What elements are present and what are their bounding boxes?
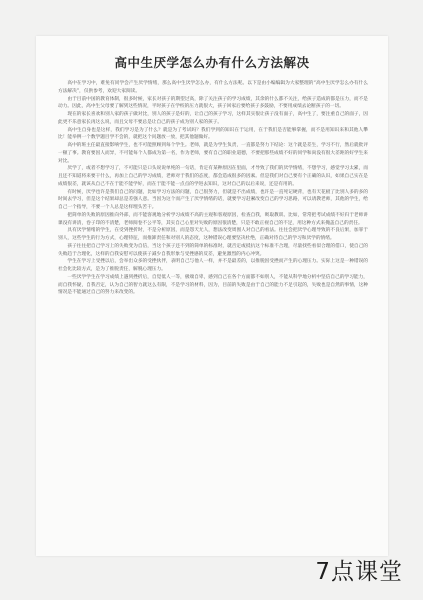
paragraph: 孩子往往把自己学习上的失败变为自信，当这个孩子还不到的简单的标准时，就否定或抵抗这个标准不合理，尽量找些看似合理的借口，使自己的失败趋于合理化，这样的自我安慰可以使孩子减少自我形象与受挫感的反差，避免激烈的内心冲突。	[58, 243, 368, 257]
watermark-logo: 7点课堂	[315, 559, 403, 585]
paragraph: 高中的班主任最直接影响学生，也不可能照顾到每个学生。老师，就是为学生负责，一直都是努力下结论：这个就是差生，学习不行，然后就批评一顿了事。教育要因人而异，不可能每个人都成为第一名，作为老师，要有自己的职业道德，不要把那些成绩不好的同学和尚没有很大差距的好学生来对比。	[58, 143, 368, 164]
document-body	[58, 80, 368, 297]
paragraph: 厌学了，或者不想学习了，不可能只是口头说说单纯的一句话，肯定有某种原因在里面，才导致了我们的厌学情绪，不想学习，感觉学习太累，而且还不知道将来要干什么，再加上自己的学习成绩，老师对于我们的态度，都会造成很多的因素。但是我们对自己要有个正确的认识，如果自己实在是成绩很差，就该从自己不在于能不能学好，而在于能不能一点点的学进去知识，这对自己的以后来说，还是有用的。	[58, 166, 368, 187]
paragraph: 高中在学习中，难免有同学会产生厌学情绪，那么高中生厌学怎么办，有什么方法呢。以下是由小编编辑为大家整理的“高中生厌学怎么办有什么方法解决”，仅供参考，欢迎大家阅读。	[58, 81, 368, 94]
paragraph: 现在的家长喜欢和别人家的孩子做对比，别人的孩子是好的，让自己的孩子学习，这样其实很让孩子没有面子，高中生了，要注重自己的面子，因此更不乐意家长再这么说，而且父母不要总是让自己的孩子成为别人家的孩子。	[58, 112, 368, 125]
paragraph: 高中生自身也是这样，我们学习是为了什么？就是为了考试吗？我们学到的知识在于运用，在于我们是否能够掌握，而不是用知识来和其他人攀比！能举例一个数学题目学不会的，就把这个问题放一放，把其他题做好。	[58, 127, 368, 141]
paragraph: 具有厌学情绪的学生，在受到挫折时，不是分析原因，而是怨天尤人，想法改变周围人对自己的看法。往往会把厌学心理导致的不良后果，加罪于别人，这些学生的行为方式，心理特征，而推卸责任和对别人的态度，这种错误心理要坚决杜绝，正确对待自己的学习和厌学的情绪。	[58, 228, 368, 241]
paragraph: 学生在学习上受挫以后，会举出众多的受挫伙伴，表明自己与他人一样，并不是最差的，以推脱因受挫而产生的心理压力。实际上这是一种错误的社会化比较方式，是为了推脱责任，解脱心理压力。	[58, 259, 368, 272]
document-title: 高中生厌学怎么办有什么方法解决	[114, 55, 310, 70]
paragraph: 有时候，厌学也许是我们自己的问题，比如学习方法的问题，自己很努力，但就是不出成绩，也许是一直死记硬背，也有天花板了比别人多的多的时间去学习，但是这个结果却总是差强人意。当因为这个而产生了厌学情绪的话，就要学习赶紧改变自己的学习思路，可以请教老师，其他的学生，给自己一个指导，不要一个人总是这样埋头苦干。	[58, 189, 368, 210]
paragraph: 由于目前中国的教育体制，很多时候，家长对孩子的期望过高，除了关注孩子的学习成绩，其余的什么都不关注，给孩子造成的都是压力，而不是动力。因此，高中生父母要了解到这些情况，平时孩子在学校的压力就很大，孩子回家后要给孩子多鼓励，不要用成绩去论断孩子的一切。	[58, 96, 368, 110]
paragraph: 把简单的失败的原因推向外部，而不能客观地分析学习成绩不高的主观和客观原因，检查自我，吸取教训。比如，常常把考试成绩不好归于老师讲课没有讲清，卷子印的不清楚，老师阅卷不公平等，其实自己心里对失败的原因很清楚，只是不敢正视自己的不足，用这种方式来掩盖自己的责任。	[58, 212, 368, 226]
paragraph: 一些厌学学生在学习成绩上遇到挫折后，自觉低人一等，极端自卑，感到自己在各个方面都不如别人，不能从科学地分析中坚信自己的学习能力，而自我怀疑，自我否定，认为自己的智力就这么有限，不是学习的材料，因为，目前的失败是由于自己的能力不足引起的，失败也是自然的事情，这种情况是不能通过自己的努力来改变的。	[58, 274, 368, 296]
document-page	[36, 36, 388, 556]
